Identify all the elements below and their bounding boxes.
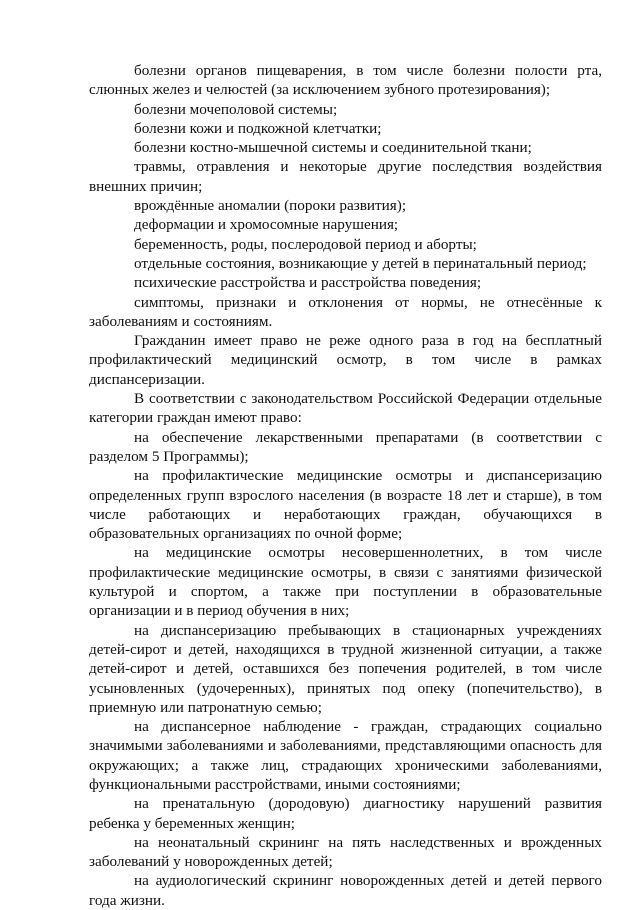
paragraph-dispensary-observation-right: на диспансерное наблюдение - граждан, страдающих социально значимыми заболеваниями и заболеваниями, представляющими опасность для окружающих; а также лиц, страдающих хроническими заболеваниями, функциональными расстройствами, иными состояниями; <box>89 718 602 793</box>
paragraph-congenital-anomalies: врождённые аномалии (пороки развития); <box>134 197 407 215</box>
paragraph-symptoms: симптомы, признаки и отклонения от нормы, не отнесённые к заболеваниям и состояниям. <box>89 293 602 330</box>
paragraph-adult-screening-right: на профилактические медицинские осмотры и диспансеризацию определенных групп взрослого населения (в возрасте 18 лет и старше), в том числе работающих и неработающих граждан, обучающихся в образовательных организациях по очной форме; <box>89 467 602 543</box>
paragraph-medication-right: на обеспечение лекарственными препаратами (в соответствии с разделом 5 Программы); <box>89 428 602 465</box>
paragraph-prenatal-diagnostics-right: на пренатальную (дородовую) диагностику нарушений развития ребенка у беременных женщин; <box>89 795 602 832</box>
paragraph-skin-diseases: болезни кожи и подкожной клетчатки; <box>134 119 382 137</box>
paragraph-citizen-categories-intro: В соответствии с законодательством Российской Федерации отдельные категории граждан имеют право: <box>89 390 602 427</box>
paragraph-perinatal-conditions: отдельные состояния, возникающие у детей в перинатальный период; <box>134 254 587 272</box>
paragraph-orphan-screening-right: на диспансеризацию пребывающих в стационарных учреждениях детей-сирот и детей, находящихся в трудной жизненной ситуации, а также детей-сирот и детей, оставшихся без попечения родителей, в том числе усыновленных (удочеренных), принятых под опеку (попечительство), в приемную или патронатную семью; <box>89 621 602 716</box>
paragraph-audiological-screening-right: на аудиологический скрининг новорожденных детей и детей первого года жизни. <box>89 872 602 909</box>
paragraph-urogenital-diseases: болезни мочеполовой системы; <box>134 100 338 118</box>
paragraph-musculoskeletal-diseases: болезни костно-мышечной системы и соединительной ткани; <box>134 139 532 157</box>
document-page <box>89 61 602 910</box>
paragraph-chromosomal-disorders: деформации и хромосомные нарушения; <box>134 216 399 234</box>
paragraph-annual-checkup-right: Гражданин имеет право не реже одного раза в год на бесплатный профилактический медицинский осмотр, в том числе в рамках диспансеризации. <box>89 332 602 388</box>
paragraph-mental-disorders: психические расстройства и расстройства поведения; <box>134 274 482 292</box>
paragraph-pregnancy: беременность, роды, послеродовой период и аборты; <box>134 235 477 253</box>
paragraph-digestive-diseases: болезни органов пищеварения, в том числе болезни полости рта, слюнных желез и челюстей (за исключением зубного протезирования); <box>89 62 602 99</box>
paragraph-minor-checkups-right: на медицинские осмотры несовершеннолетних, в том числе профилактические медицинские осмотры, в связи с занятиями физической культурой и спортом, а также при поступлении в образовательные организации и в период обучения в них; <box>89 544 602 620</box>
paragraph-injuries: травмы, отравления и некоторые другие последствия воздействия внешних причин; <box>89 158 602 195</box>
paragraph-neonatal-screening-right: на неонатальный скрининг на пять наследственных и врожденных заболеваний у новорожденных детей; <box>89 833 602 871</box>
